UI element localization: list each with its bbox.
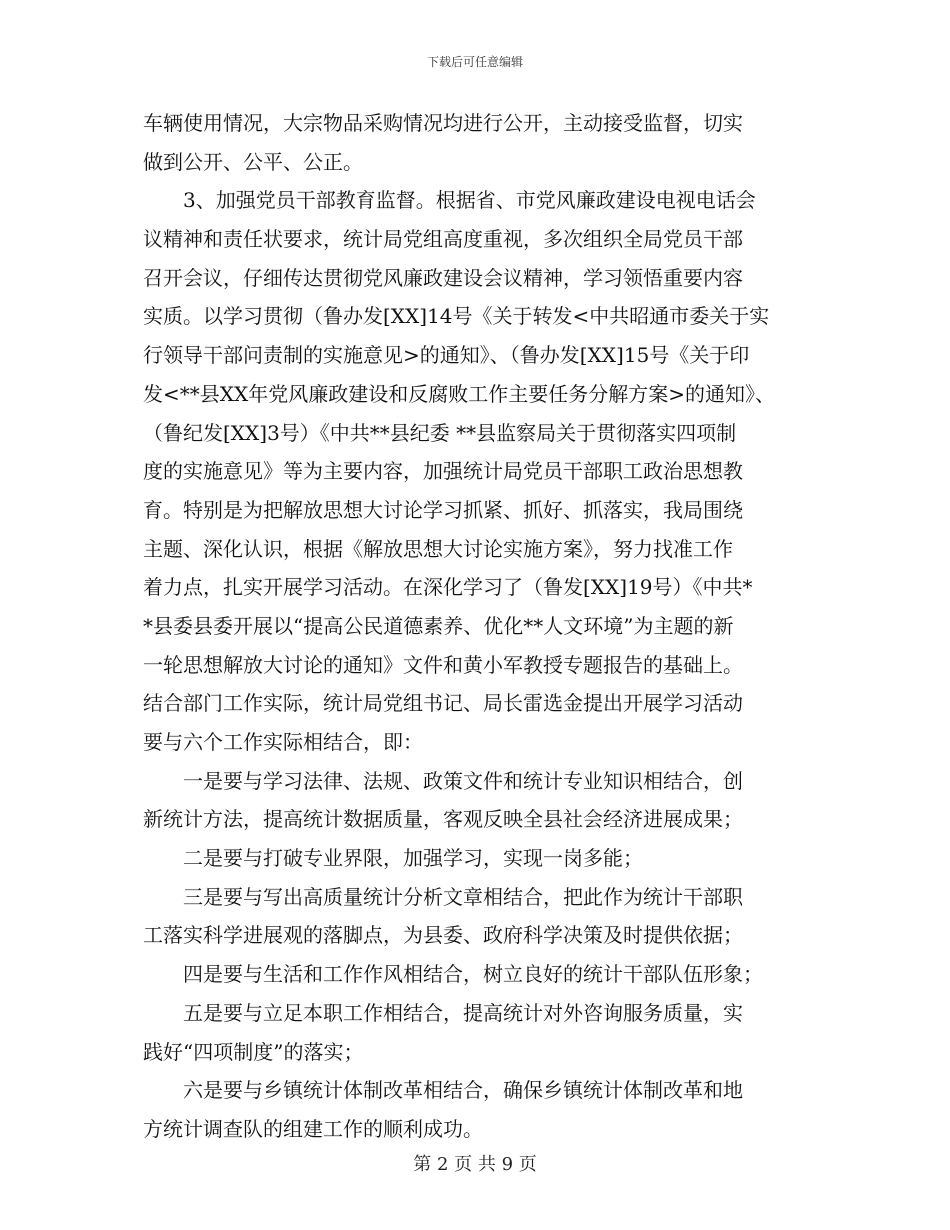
text-line: 主题、深化认识，根据《解放思想大讨论实施方案》，努力找准工作 [143, 536, 733, 561]
text-line: 育。特别是为把解放思想大讨论学习抓紧、抓好、抓落实，我局围绕 [143, 497, 743, 522]
text-line: 四是要与生活和工作作风相结合，树立良好的统计干部队伍形象； [183, 962, 763, 987]
text-line: 六是要与乡镇统计体制改革相结合，确保乡镇统计体制改革和地 [183, 1078, 743, 1103]
text-line: 着力点，扎实开展学习活动。在深化学习了（鲁发[XX]19号）《中共* [143, 575, 753, 600]
text-line: 度的实施意见》等为主要内容，加强统计局党员干部职工政治思想教 [143, 459, 743, 484]
text-line: 新统计方法，提高统计数据质量，客观反映全县社会经济进展成果； [143, 807, 743, 832]
text-line: 做到公开、公平、公正。 [143, 149, 363, 174]
text-line: 方统计调查队的组建工作的顺利成功。 [143, 1116, 483, 1141]
text-line: （鲁纪发[XX]3号）《中共**县纪委 **县监察局关于贯彻落实四项制 [143, 420, 737, 445]
text-line: 一轮思想解放大讨论的通知》文件和黄小军教授专题报告的基础上。 [143, 652, 743, 677]
text-line: 一是要与学习法律、法规、政策文件和统计专业知识相结合，创 [183, 768, 743, 793]
text-line: 二是要与打破专业界限，加强学习，实现一岗多能； [183, 846, 643, 871]
text-line: 车辆使用情况，大宗物品采购情况均进行公开，主动接受监督，切实 [143, 111, 743, 135]
document-body [143, 104, 813, 1149]
page-header: 下载后可任意编辑 [426, 55, 523, 69]
text-line: *县委县委开展以“提高公民道德素养、优化**人文环境”为主题的新 [143, 613, 734, 638]
text-line: 工落实科学进展观的落脚点，为县委、政府科学决策及时提供依据； [143, 923, 743, 948]
text-line: 议精神和责任状要求，统计局党组高度重视，多次组织全局党员干部 [143, 227, 743, 252]
text-line: 三是要与写出高质量统计分析文章相结合，把此作为统计干部职 [183, 884, 743, 909]
text-line: 要与六个工作实际相结合，即： [143, 730, 423, 754]
text-line: 召开会议，仔细传达贯彻党风廉政建设会议精神，学习领悟重要内容 [143, 265, 743, 290]
text-line: 3、加强党员干部教育监督。根据省、市党风廉政建设电视电话会 [183, 188, 756, 213]
text-line: 行领导干部问责制的实施意见>的通知》、（鲁办发[XX]15号《关于印 [143, 343, 750, 368]
page-footer: 第 2 页 共 9 页 [413, 1154, 537, 1175]
text-line: 结合部门工作实际，统计局党组书记、局长雷选金提出开展学习活动 [143, 691, 743, 716]
text-line: 发<**县XX年党风廉政建设和反腐败工作主要任务分解方案>的通知》、 [143, 381, 775, 406]
text-line: 实质。以学习贯彻（鲁办发[XX]14号《关于转发<中共昭通市委关于实 [143, 304, 770, 329]
text-line: 践好“四项制度”的落实； [143, 1039, 364, 1064]
text-line: 五是要与立足本职工作相结合，提高统计对外咨询服务质量，实 [183, 1000, 743, 1025]
